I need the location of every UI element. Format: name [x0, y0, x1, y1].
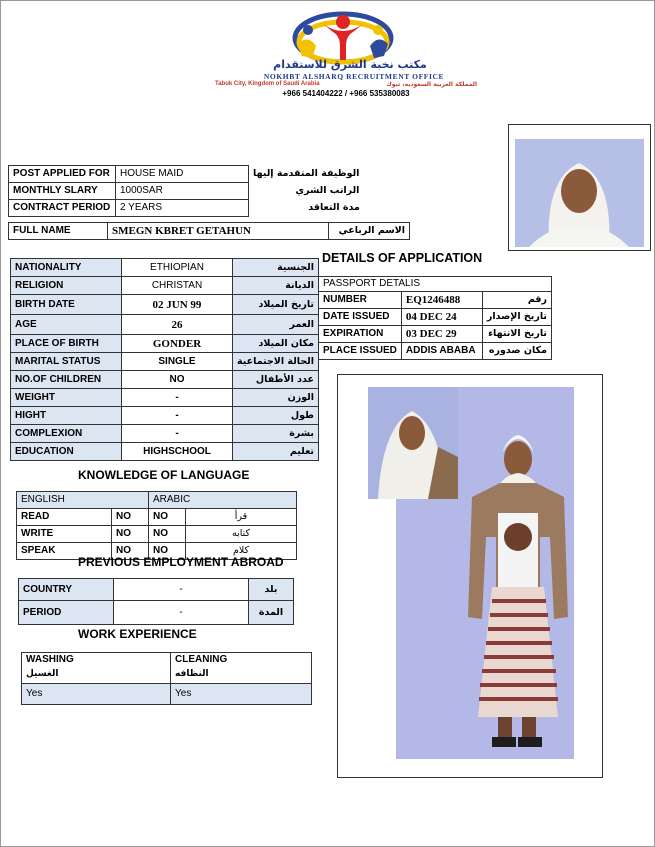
personal-label-ar: بشرة	[233, 425, 319, 443]
previous-label-ar: بلد	[249, 579, 294, 601]
personal-label-ar: الوزن	[233, 389, 319, 407]
details-title: DETAILS OF APPLICATION	[322, 251, 483, 265]
personal-label: MARITAL STATUS	[11, 353, 122, 371]
experience-value: Yes	[22, 684, 171, 705]
experience-col	[171, 653, 312, 684]
personal-value: -	[122, 407, 233, 425]
language-arabic-value: NO	[149, 543, 186, 560]
experience-label-ar: الغسيل	[26, 669, 59, 679]
personal-value: HIGHSCHOOL	[122, 443, 233, 461]
experience-title: WORK EXPERIENCE	[78, 627, 197, 641]
previous-table	[18, 578, 294, 625]
passport-table	[318, 276, 552, 360]
previous-value: -	[114, 601, 249, 625]
language-label: SPEAK	[17, 543, 112, 560]
experience-table	[21, 652, 312, 705]
passport-label-ar: مكان صدوره	[482, 343, 551, 360]
passport-label: NUMBER	[319, 292, 402, 309]
personal-label: RELIGION	[11, 277, 122, 295]
personal-label-ar: طول	[233, 407, 319, 425]
language-title: KNOWLEDGE OF LANGUAGE	[78, 468, 250, 482]
personal-value: -	[122, 425, 233, 443]
language-table	[16, 491, 297, 560]
personal-label: HIGHT	[11, 407, 122, 425]
personal-label-ar: العمر	[233, 315, 319, 335]
personal-value: 26	[122, 315, 233, 335]
personal-label-ar: الحالة الاجتماعية	[233, 353, 319, 371]
job-label: CONTRACT PERIOD	[9, 200, 116, 217]
passport-value: 03 DEC 29	[401, 326, 482, 343]
previous-title: PREVIOUS EMPLOYMENT ABROAD	[78, 555, 284, 569]
office-arabic-name: مكتب نخبة الشرق للاستقدام	[273, 58, 427, 71]
language-col-english: ENGLISH	[17, 492, 149, 509]
personal-value: NO	[122, 371, 233, 389]
language-arabic-value: NO	[149, 509, 186, 526]
language-label-ar: قرأ	[186, 509, 297, 526]
passport-label: EXPIRATION	[319, 326, 402, 343]
language-arabic-value: NO	[149, 526, 186, 543]
job-label-ar: الراتب الشري	[295, 185, 360, 196]
language-label-ar: كلام	[186, 543, 297, 560]
language-english-value: NO	[112, 543, 149, 560]
personal-label: NO.OF CHILDREN	[11, 371, 122, 389]
address-arabic: المملكة العربية السعودية، تبوك	[386, 81, 477, 88]
previous-label-ar: المدة	[249, 601, 294, 625]
personal-label: PLACE OF BIRTH	[11, 335, 122, 353]
passport-title: PASSPORT DETALIS	[319, 277, 552, 292]
language-label: WRITE	[17, 526, 112, 543]
office-english-name: NOKHBT ALSHARQ RECRUITMENT OFFICE	[263, 72, 445, 81]
personal-label: NATIONALITY	[11, 259, 122, 277]
passport-value: EQ1246488	[401, 292, 482, 309]
personal-label: BIRTH DATE	[11, 295, 122, 315]
personal-label-ar: تاريخ الميلاد	[233, 295, 319, 315]
full-name-label-ar: الاسم الرباعي	[329, 223, 410, 240]
personal-value: CHRISTAN	[122, 277, 233, 295]
previous-label: COUNTRY	[19, 579, 114, 601]
passport-label-ar: تاريخ الانتهاء	[482, 326, 551, 343]
language-label-ar: كتابه	[186, 526, 297, 543]
job-value: 2 YEARS	[116, 200, 249, 217]
passport-label-ar: تاريخ الإصدار	[482, 309, 551, 326]
experience-label: WASHING	[26, 654, 74, 665]
full-body-photo-frame	[337, 374, 603, 778]
full-name-label: FULL NAME	[9, 223, 108, 240]
personal-value: 02 JUN 99	[122, 295, 233, 315]
passport-label: PLACE ISSUED	[319, 343, 402, 360]
job-label: MONTHLY SLARY	[9, 183, 116, 200]
personal-value: SINGLE	[122, 353, 233, 371]
portrait-photo-frame	[508, 124, 651, 251]
previous-label: PERIOD	[19, 601, 114, 625]
personal-value: ETHIOPIAN	[122, 259, 233, 277]
passport-label-ar: رقم	[482, 292, 551, 309]
job-label-ar: الوظيفة المتقدمة إليها	[253, 168, 360, 179]
language-english-value: NO	[112, 509, 149, 526]
job-table	[8, 165, 364, 217]
language-english-value: NO	[112, 526, 149, 543]
personal-label-ar: الديانة	[233, 277, 319, 295]
personal-label: WEIGHT	[11, 389, 122, 407]
personal-label: EDUCATION	[11, 443, 122, 461]
experience-col	[22, 653, 171, 684]
passport-value: ADDIS ABABA	[401, 343, 482, 360]
passport-label: DATE ISSUED	[319, 309, 402, 326]
full-name-table	[8, 222, 410, 240]
job-value: 1000SAR	[116, 183, 249, 200]
personal-table	[10, 258, 319, 461]
experience-label: CLEANING	[175, 654, 228, 665]
office-phones: +966 541404222 / +966 535380083	[282, 89, 410, 98]
job-label: POST APPLIED FOR	[9, 166, 116, 183]
personal-label-ar: عدد الأطفال	[233, 371, 319, 389]
job-value: HOUSE MAID	[116, 166, 249, 183]
personal-value: GONDER	[122, 335, 233, 353]
portrait-photo	[515, 139, 644, 247]
address-english: Tabuk City, Kingdom of Saudi Arabia	[215, 81, 320, 87]
experience-value: Yes	[171, 684, 312, 705]
personal-label: AGE	[11, 315, 122, 335]
personal-value: -	[122, 389, 233, 407]
full-body-photo	[368, 387, 574, 759]
full-name-value: SMEGN KBRET GETAHUN	[108, 223, 329, 240]
language-label: READ	[17, 509, 112, 526]
personal-label: COMPLEXION	[11, 425, 122, 443]
office-address	[215, 81, 477, 88]
personal-label-ar: تعليم	[233, 443, 319, 461]
personal-label-ar: الجنسية	[233, 259, 319, 277]
personal-label-ar: مكان الميلاد	[233, 335, 319, 353]
language-col-arabic: ARABIC	[149, 492, 297, 509]
experience-label-ar: النظافه	[175, 669, 209, 679]
previous-value: -	[114, 579, 249, 601]
passport-value: 04 DEC 24	[401, 309, 482, 326]
job-label-ar: مدة التعاقد	[308, 202, 360, 213]
